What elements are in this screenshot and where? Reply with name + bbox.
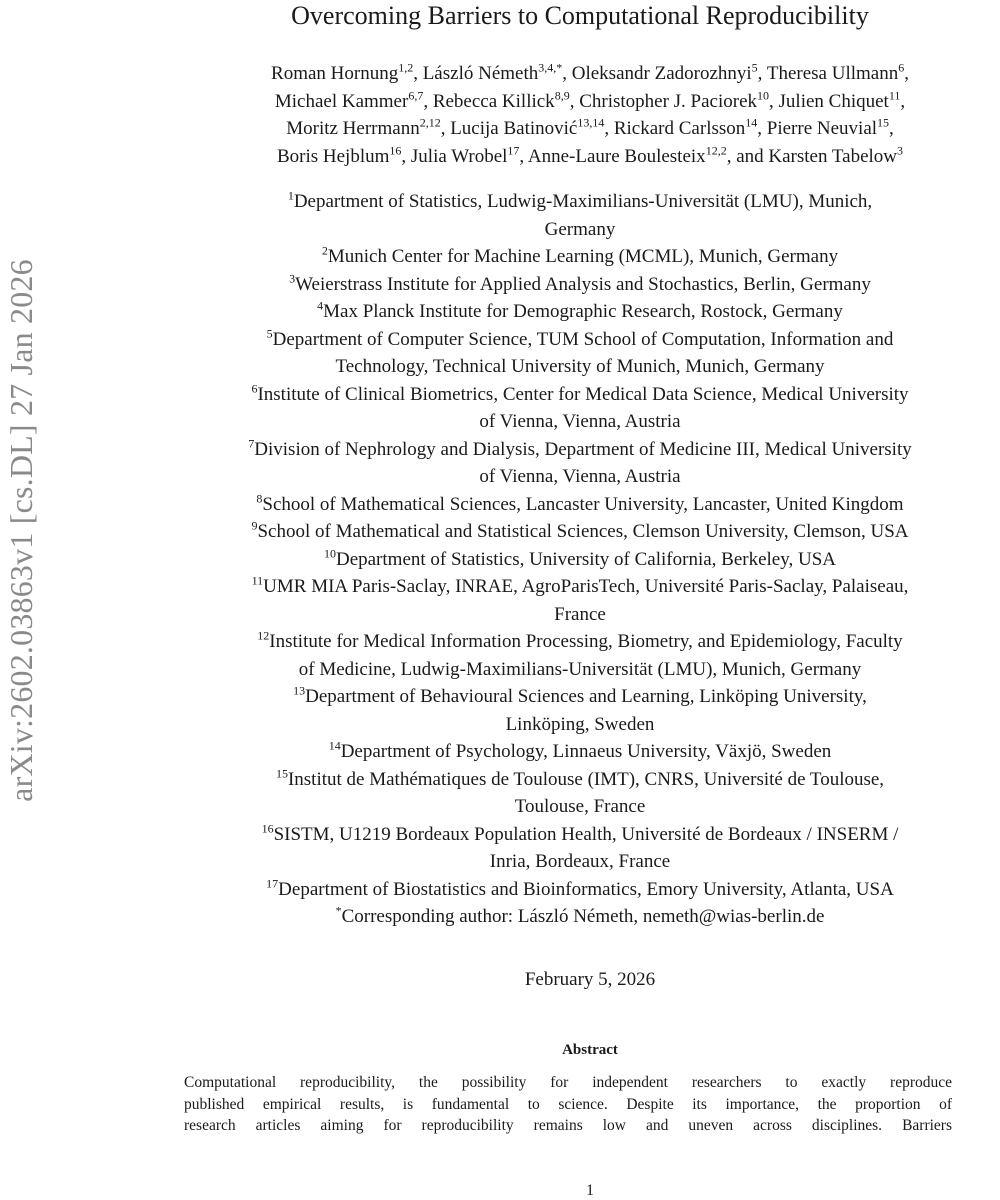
author-affiliation-marker: 15: [877, 115, 890, 130]
affiliation-line: [160, 656, 1000, 684]
affiliation-line: [160, 903, 1000, 931]
affiliation-text: of Vienna, Vienna, Austria: [479, 411, 681, 432]
author-name: Boris Hejblum: [276, 145, 390, 167]
author-separator: ,: [440, 118, 451, 139]
affiliation-list: [120, 188, 1000, 931]
affiliation-number: 11: [251, 573, 264, 588]
affiliation-line: [160, 821, 1000, 849]
affiliation-text: of Vienna, Vienna, Austria: [479, 466, 681, 487]
affiliation-text: Linköping, Sweden: [505, 713, 655, 735]
affiliation-text: Department of Psychology, Linnaeus University, Växjö, Sweden: [340, 741, 832, 762]
arxiv-identifier-stamp: [0, 190, 42, 870]
affiliation-text: Weierstrass Institute for Applied Analysis and Stochastics, Berlin, Germany: [295, 273, 871, 295]
arxiv-stamp-text: arXiv:2602.03863v1 [cs.DL] 27 Jan 2026: [2, 258, 39, 802]
affiliation-line: [160, 628, 1000, 656]
affiliation-line: [160, 408, 1000, 436]
author-affiliation-marker: 10: [757, 88, 770, 103]
affiliation-text: Germany: [544, 218, 616, 240]
affiliation-line: [160, 436, 1000, 464]
author-list: [120, 60, 1000, 170]
author-affiliation-marker: 3: [897, 143, 904, 158]
affiliation-text: Department of Statistics, Ludwig-Maximilians-Universität (LMU), Munich,: [293, 191, 873, 212]
author-name: Karsten Tabelow: [768, 145, 898, 167]
abstract-line: published empirical results, is fundamental to science. Despite its importance, the proportion of: [184, 1095, 952, 1113]
abstract-heading: Abstract: [562, 1042, 618, 1058]
affiliation-text: Institut de Mathématiques de Toulouse (IMT), CNRS, Université de Toulouse,: [287, 768, 885, 790]
affiliation-line: [160, 463, 1000, 491]
affiliation-line: [160, 766, 1000, 794]
author-name: Roman Hornung: [271, 63, 399, 84]
author-name: Rickard Carlsson: [613, 118, 746, 139]
affiliation-line: [160, 188, 1000, 216]
affiliation-number: 4: [317, 298, 324, 313]
affiliation-text: Department of Biostatistics and Bioinformatics, Emory University, Atlanta, USA: [278, 878, 894, 900]
page-number: 1: [586, 1182, 594, 1199]
author-line: [180, 88, 1000, 116]
author-affiliation-marker: 16: [389, 143, 402, 158]
affiliation-line: [160, 711, 1000, 739]
affiliation-line: [160, 546, 1000, 574]
author-name: Christopher J. Paciorek: [579, 90, 758, 112]
author-affiliation-marker: 2,12: [419, 115, 441, 130]
author-affiliation-marker: 17: [507, 143, 520, 158]
affiliation-line: [160, 601, 1000, 629]
author-name: Rebecca Killick: [432, 90, 555, 112]
author-affiliation-marker: 12,2: [705, 143, 727, 158]
affiliation-number: 5: [266, 326, 273, 341]
affiliation-line: [160, 848, 1000, 876]
affiliation-number: 13: [293, 683, 306, 698]
affiliation-number: 16: [261, 821, 274, 836]
author-name: Pierre Neuvial: [766, 118, 878, 139]
author-name: Theresa Ullmann: [766, 63, 899, 84]
affiliation-text: Institute of Clinical Biometrics, Center for Medical Data Science, Medical University: [257, 383, 909, 405]
affiliation-number: 1: [287, 188, 294, 203]
author-affiliation-marker: 3,4,*: [538, 60, 563, 75]
author-name: Moritz Herrmann: [286, 118, 420, 139]
affiliation-text: SISTM, U1219 Bordeaux Population Health, Université de Bordeaux / INSERM /: [273, 823, 899, 845]
author-affiliation-marker: 13,14: [577, 115, 605, 130]
affiliation-number: 14: [328, 738, 341, 753]
paper-page: [120, 0, 1000, 1200]
affiliation-line: [160, 793, 1000, 821]
author-name: Lucija Batinović: [450, 118, 578, 139]
author-separator: ,: [604, 118, 614, 139]
affiliation-line: [160, 491, 1000, 519]
author-separator: ,: [769, 90, 779, 112]
author-name: Oleksandr Zadorozhnyi: [571, 63, 752, 84]
author-affiliation-marker: 14: [745, 115, 758, 130]
author-name: Michael Kammer: [274, 90, 409, 112]
author-name: Anne-Laure Boulesteix: [527, 145, 706, 167]
paper-title: Overcoming Barriers to Computational Reproducibility: [291, 1, 869, 30]
affiliation-number: 7: [248, 436, 255, 451]
affiliation-line: [160, 738, 1000, 766]
affiliation-line: [160, 876, 1000, 904]
affiliation-number: 8: [256, 491, 263, 506]
author-separator: ,: [904, 63, 909, 84]
affiliation-text: Inria, Bordeaux, France: [489, 851, 671, 872]
author-separator: ,: [569, 90, 580, 112]
affiliation-line: [160, 518, 1000, 546]
author-separator: ,: [413, 63, 423, 84]
affiliation-line: [160, 243, 1000, 271]
affiliation-number: 9: [251, 518, 258, 533]
affiliation-line: [160, 573, 1000, 601]
affiliation-number: 6: [251, 381, 258, 396]
affiliation-text: Department of Behavioural Sciences and Learning, Linköping University,: [305, 686, 867, 707]
affiliation-text: Corresponding author: László Németh, nemeth@wias-berlin.de: [341, 906, 825, 927]
affiliation-line: [160, 326, 1000, 354]
affiliation-line: [160, 216, 1000, 244]
affiliation-number: *: [335, 903, 342, 918]
author-name: Julien Chiquet: [778, 90, 889, 112]
author-separator: ,: [562, 63, 572, 84]
affiliation-line: [160, 271, 1000, 299]
abstract-line: research articles aiming for reproducibility remains low and uneven across disciplines. Barriers: [184, 1117, 952, 1134]
author-line: [180, 143, 1000, 171]
affiliation-text: Department of Statistics, University of California, Berkeley, USA: [335, 548, 837, 570]
author-affiliation-marker: 6: [898, 60, 905, 75]
affiliation-text: of Medicine, Ludwig-Maximilians-Universität (LMU), Munich, Germany: [298, 658, 862, 680]
author-separator: ,: [889, 118, 894, 139]
affiliation-text: Munich Center for Machine Learning (MCML), Munich, Germany: [327, 246, 839, 267]
affiliation-text: Toulouse, France: [514, 796, 646, 817]
author-affiliation-marker: 6,7: [408, 88, 424, 103]
affiliation-line: [160, 381, 1000, 409]
author-separator: ,: [757, 63, 767, 84]
author-separator: ,: [423, 90, 433, 112]
abstract-line: Computational reproducibility, the possibility for independent researchers to exactly reproduce: [184, 1074, 952, 1091]
affiliation-number: 12: [257, 628, 270, 643]
affiliation-text: France: [554, 603, 606, 625]
affiliation-text: Max Planck Institute for Demographic Research, Rostock, Germany: [323, 301, 843, 322]
affiliation-line: [160, 298, 1000, 326]
author-affiliation-marker: 5: [751, 60, 758, 75]
affiliation-number: 10: [323, 546, 336, 561]
affiliation-number: 3: [289, 271, 296, 286]
affiliation-text: School of Mathematical and Statistical Sciences, Clemson University, Clemson, USA: [257, 521, 909, 542]
affiliation-text: Division of Nephrology and Dialysis, Department of Medicine III, Medical University: [254, 438, 912, 460]
affiliation-number: 2: [321, 243, 328, 258]
author-separator: ,: [401, 145, 411, 167]
author-line: [180, 115, 1000, 143]
affiliation-text: Institute for Medical Information Processing, Biometry, and Epidemiology, Faculty: [269, 631, 903, 652]
affiliation-number: 17: [266, 876, 279, 891]
author-separator: ,: [519, 145, 528, 167]
author-separator: , and: [726, 145, 769, 167]
affiliation-text: Department of Computer Science, TUM School of Computation, Information and: [272, 328, 894, 350]
author-affiliation-marker: 8,9: [554, 88, 570, 103]
author-line: [180, 60, 1000, 88]
author-name: Julia Wrobel: [410, 145, 508, 167]
author-separator: ,: [900, 90, 906, 112]
affiliation-text: Technology, Technical University of Munich, Munich, Germany: [335, 356, 825, 377]
abstract-body: [184, 1072, 952, 1137]
affiliation-line: [160, 353, 1000, 381]
affiliation-text: UMR MIA Paris-Saclay, INRAE, AgroParisTech, Université Paris-Saclay, Palaiseau,: [263, 576, 909, 597]
author-affiliation-marker: 1,2: [398, 60, 414, 75]
affiliation-line: [160, 683, 1000, 711]
affiliation-text: School of Mathematical Sciences, Lancaster University, Lancaster, United Kingdom: [262, 493, 904, 515]
affiliation-number: 15: [275, 766, 288, 781]
publication-date: February 5, 2026: [524, 969, 656, 990]
author-affiliation-marker: 11: [888, 88, 901, 103]
author-name: László Németh: [422, 63, 539, 84]
author-separator: ,: [757, 118, 767, 139]
